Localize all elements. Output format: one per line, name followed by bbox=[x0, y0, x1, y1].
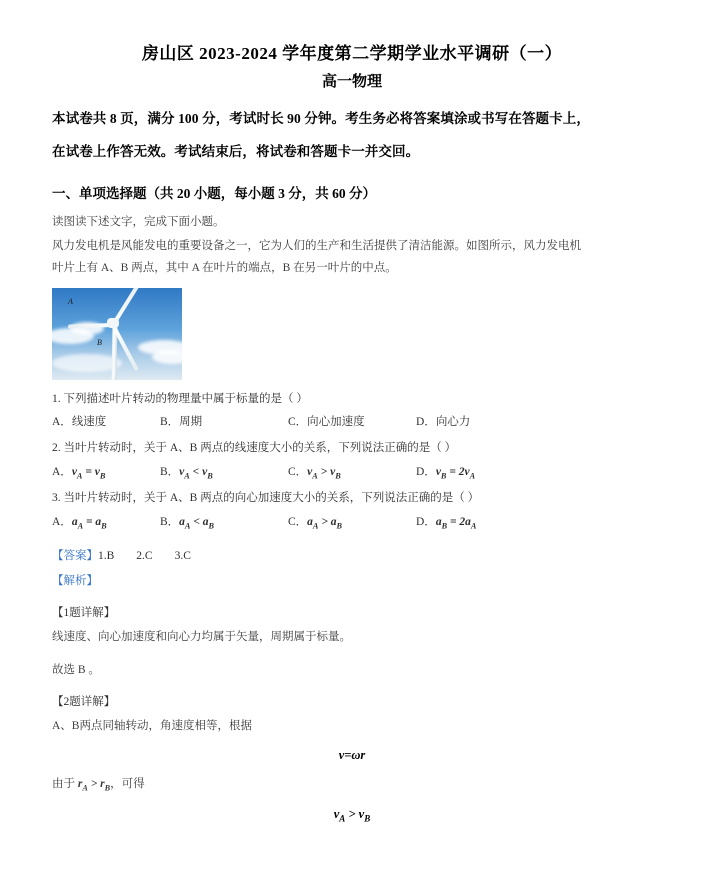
option-2-a[interactable]: A．$v_A = v_B$ bbox=[52, 465, 106, 480]
option-3-b[interactable]: B．$a_A < a_B$ bbox=[160, 515, 215, 531]
option-2-b[interactable]: B．$v_A < v_B$ bbox=[160, 465, 213, 480]
option-1-a[interactable]: A．线速度 bbox=[52, 416, 107, 429]
question-3-options bbox=[52, 511, 652, 535]
analysis-tag: 【解析】 bbox=[52, 574, 98, 587]
question-3 bbox=[52, 487, 652, 509]
detail-1-line-2: 故选 B 。 bbox=[52, 664, 100, 677]
question-3-number: 3. bbox=[52, 492, 61, 505]
subject-title: 高一物理 bbox=[321, 73, 382, 90]
cloud-shape bbox=[152, 350, 182, 364]
option-2-d[interactable]: D．$v_B = 2v_A$ bbox=[416, 465, 476, 480]
page-title: 房山区 2023-2024 学年度第二学期学业水平调研（一） bbox=[141, 44, 563, 63]
option-3-a[interactable]: A．$a_A = a_B$ bbox=[52, 515, 107, 531]
detail-heading-1: 【1题详解】 bbox=[52, 606, 116, 619]
exam-notice-line1: 本试卷共 8 页，满分 100 分，考试时长 90 分钟。考生务必将答案填涂或书写在答题卡上， bbox=[52, 110, 590, 126]
exam-notice-line2: 在试卷上作答无效。考试结束后，将试卷和答题卡一并交回。 bbox=[52, 143, 420, 159]
detail-2-line-1: A、B两点同轴转动，角速度相等，根据 bbox=[52, 720, 252, 733]
answer-row bbox=[52, 545, 652, 568]
option-1-b[interactable]: B．周期 bbox=[160, 416, 203, 429]
turbine-hub bbox=[107, 318, 119, 328]
answer-tag: 【答案】 bbox=[52, 549, 98, 562]
question-2-options bbox=[52, 461, 652, 485]
section-heading: 一、单项选择题（共 20 小题，每小题 3 分，共 60 分） bbox=[52, 185, 376, 201]
formula-velocity: v=ωr bbox=[338, 748, 366, 763]
answer-item-3: 3.C bbox=[174, 549, 191, 562]
question-1-number: 1. bbox=[52, 392, 61, 405]
figure-label-b: B bbox=[97, 337, 102, 347]
answer-item-1: 1.B bbox=[98, 549, 115, 562]
stem-line-1: 风力发电机是风能发电的重要设备之一，它为人们的生产和生活提供了清洁能源。如图所示，风力发电机 bbox=[52, 239, 581, 252]
option-1-d[interactable]: D．向心力 bbox=[416, 416, 471, 429]
stem-line-2: 叶片上有 A、B 两点，其中 A 在叶片的端点，B 在另一叶片的中点。 bbox=[52, 262, 397, 275]
option-1-c[interactable]: C．向心加速度 bbox=[288, 416, 365, 429]
question-2-number: 2. bbox=[52, 442, 61, 455]
wind-turbine-image bbox=[52, 288, 182, 380]
question-1 bbox=[52, 388, 652, 410]
option-2-c[interactable]: C．$v_A > v_B$ bbox=[288, 465, 341, 480]
figure-label-a: A bbox=[68, 296, 73, 306]
analysis-row bbox=[52, 570, 652, 593]
page-content bbox=[52, 42, 652, 834]
detail-1-line-1: 线速度、向心加速度和向心力均属于矢量，周期属于标量。 bbox=[52, 631, 351, 644]
detail-2-condition: 由于 $r_A > r_B$，可得 bbox=[52, 778, 145, 793]
question-2-text: 当叶片转动时，关于 A、B 两点的线速度大小的关系，下列说法正确的是（ ） bbox=[63, 442, 457, 455]
detail-heading-2: 【2题详解】 bbox=[52, 696, 116, 709]
wind-turbine-figure bbox=[52, 288, 182, 380]
question-3-text: 当叶片转动时，关于 A、B 两点的向心加速度大小的关系，下列说法正确的是（ ） bbox=[63, 492, 480, 505]
option-3-d[interactable]: D．$a_B = 2a_A$ bbox=[416, 515, 477, 531]
formula-velocity-compare: $v_A > v_B$ bbox=[333, 807, 371, 824]
question-1-text: 下列描述叶片转动的物理量中属于标量的是（ ） bbox=[63, 392, 308, 405]
instruction-text: 读图读下述文字，完成下面小题。 bbox=[52, 215, 225, 228]
question-2 bbox=[52, 437, 652, 459]
question-1-options bbox=[52, 411, 652, 434]
answer-item-2: 2.C bbox=[136, 549, 153, 562]
option-3-c[interactable]: C．$a_A > a_B$ bbox=[288, 515, 343, 531]
